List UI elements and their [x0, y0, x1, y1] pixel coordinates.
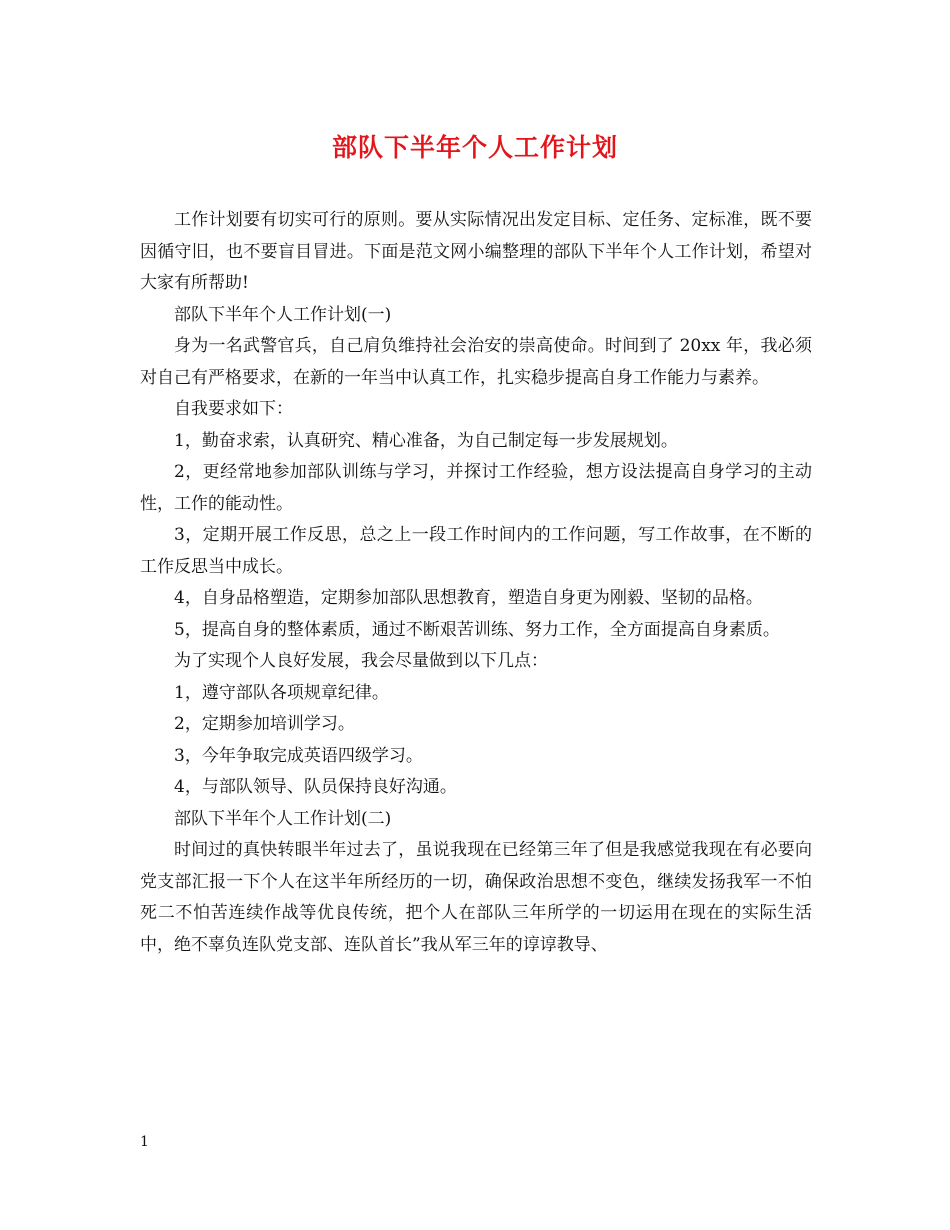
list-item: 4，自身品格塑造，定期参加部队思想教育，塑造自身更为刚毅、坚韧的品格。	[174, 588, 763, 608]
list-item: 3，今年争取完成英语四级学习。	[174, 745, 423, 766]
list-item: 4，与部队领导、队员保持良好沟通。	[174, 777, 457, 797]
list-item: 1，遵守部队各项规章纪律。	[174, 682, 389, 703]
list-item: 2，更经常地参加部队训练与学习，并探讨工作经验，想方设法提高自身学习的主动性，工作的能动性。	[140, 462, 812, 514]
list-item: 2，定期参加培训学习。	[174, 714, 355, 734]
document-title: 部队下半年个人工作计划	[331, 133, 618, 162]
list-item: 3，定期开展工作反思，总之上一段工作时间内的工作问题，写工作故事，在不断的工作反思当中成长。	[140, 525, 812, 577]
body-paragraph: 为了实现个人良好发展，我会尽量做到以下几点：	[174, 651, 548, 671]
list-item: 5，提高自身的整体素质，通过不断艰苦训练、努力工作，全方面提高自身素质。	[174, 619, 780, 640]
body-paragraph: 自我要求如下：	[174, 399, 293, 419]
section-heading-2: 部队下半年个人工作计划(二)	[174, 808, 392, 829]
intro-paragraph: 工作计划要有切实可行的原则。要从实际情况出发定目标、定任务、定标准，既不要因循守旧，也不要盲目冒进。下面是范文网小编整理的部队下半年个人工作计划，希望对大家有所帮助!	[140, 210, 812, 293]
list-item: 1，勤奋求索，认真研究、精心准备，为自己制定每一步发展规划。	[174, 430, 678, 451]
body-paragraph: 时间过的真快转眼半年过去了，虽说我现在已经第三年了但是我感觉我现在有必要向党支部汇报一下个人在这半年所经历的一切，确保政治思想不变色，继续发扬我军一不怕死二不怕苦连续作战等优良传统，把个人在部队三年所学的一切运用在现在的实际生活中，绝不辜负连队党支部、连队首长”我从军三年的谆谆教导、	[140, 840, 812, 955]
section-heading-1: 部队下半年个人工作计划(一)	[174, 304, 392, 325]
document-body	[140, 205, 812, 961]
page-number: 1	[140, 1134, 149, 1150]
body-paragraph: 身为一名武警官兵，自己肩负维持社会治安的崇高使命。时间到了 20xx 年，我必须对自己有严格要求，在新的一年当中认真工作，扎实稳步提高自身工作能力与素养。	[140, 336, 812, 388]
